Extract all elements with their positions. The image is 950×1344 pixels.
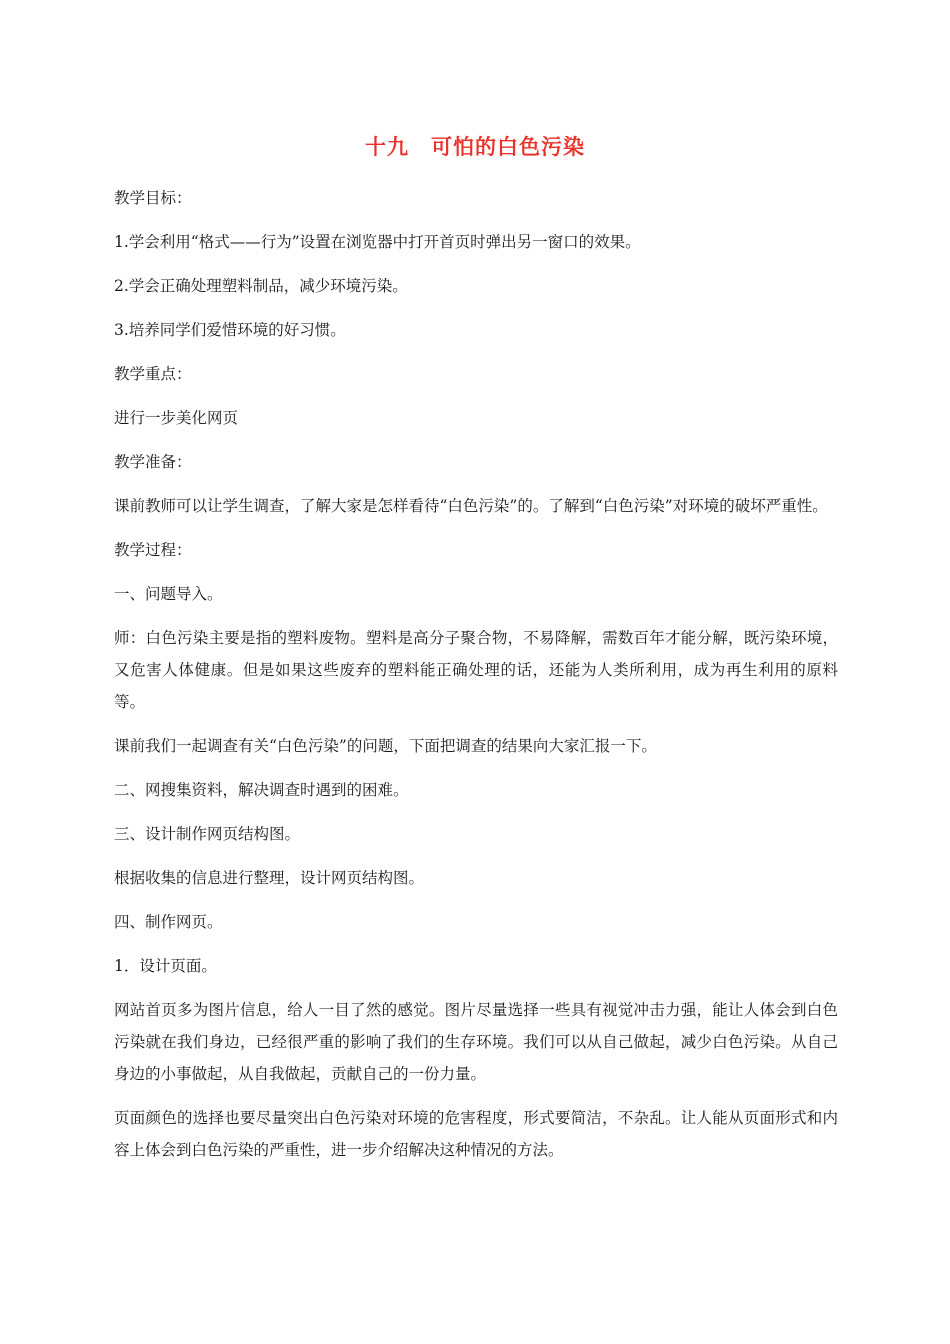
design-page-text-1: 网站首页多为图片信息，给人一目了然的感觉。图片尽量选择一些具有视觉冲击力强，能让人体会到白色污染就在我们身边，已经很严重的影响了我们的生存环境。我们可以从自己做起，减少白色污染。从自己身边的小事做起，从自我做起，贡献自己的一份力量。 [114,1001,838,1083]
objective-item-2: 2.学会正确处理塑料制品，减少环境污染。 [114,277,408,295]
objective-item-1: 1.学会利用“格式——行为”设置在浏览器中打开首页时弹出另一窗口的效果。 [114,233,641,251]
design-page-subheading: 1．设计页面。 [114,957,217,975]
process-step-4-heading: 四、制作网页。 [114,913,223,931]
process-step-3-text: 根据收集的信息进行整理，设计网页结构图。 [114,869,425,887]
process-step-1-heading: 一、问题导入。 [114,585,223,603]
process-step-1-report: 课前我们一起调查有关“白色污染”的问题，下面把调查的结果向大家汇报一下。 [114,737,657,755]
process-step-2-heading: 二、网搜集资料，解决调查时遇到的困难。 [114,781,409,799]
process-step-1-text: 师：白色污染主要是指的塑料废物。塑料是高分子聚合物，不易降解，需数百年才能分解，既污染环境，又危害人体健康。但是如果这些废弃的塑料能正确处理的话，还能为人类所利用，成为再生利用的原料等。 [114,629,838,711]
section-heading-process: 教学过程： [114,541,192,559]
section-heading-preparation: 教学准备： [114,453,192,471]
key-point-text: 进行一步美化网页 [114,409,239,427]
preparation-text: 课前教师可以让学生调查，了解大家是怎样看待“白色污染”的。了解到“白色污染”对环境的破坏严重性。 [114,497,828,515]
process-step-3-heading: 三、设计制作网页结构图。 [114,825,301,843]
section-heading-key-points: 教学重点： [114,365,192,383]
section-heading-objectives: 教学目标： [114,189,192,207]
objective-item-3: 3.培养同学们爱惜环境的好习惯。 [114,321,346,339]
document-title: 十九 可怕的白色污染 [365,135,585,159]
design-page-text-2: 页面颜色的选择也要尽量突出白色污染对环境的危害程度，形式要简洁，不杂乱。让人能从页面形式和内容上体会到白色污染的严重性，进一步介绍解决这种情况的方法。 [114,1109,838,1159]
document-body [114,182,838,1178]
